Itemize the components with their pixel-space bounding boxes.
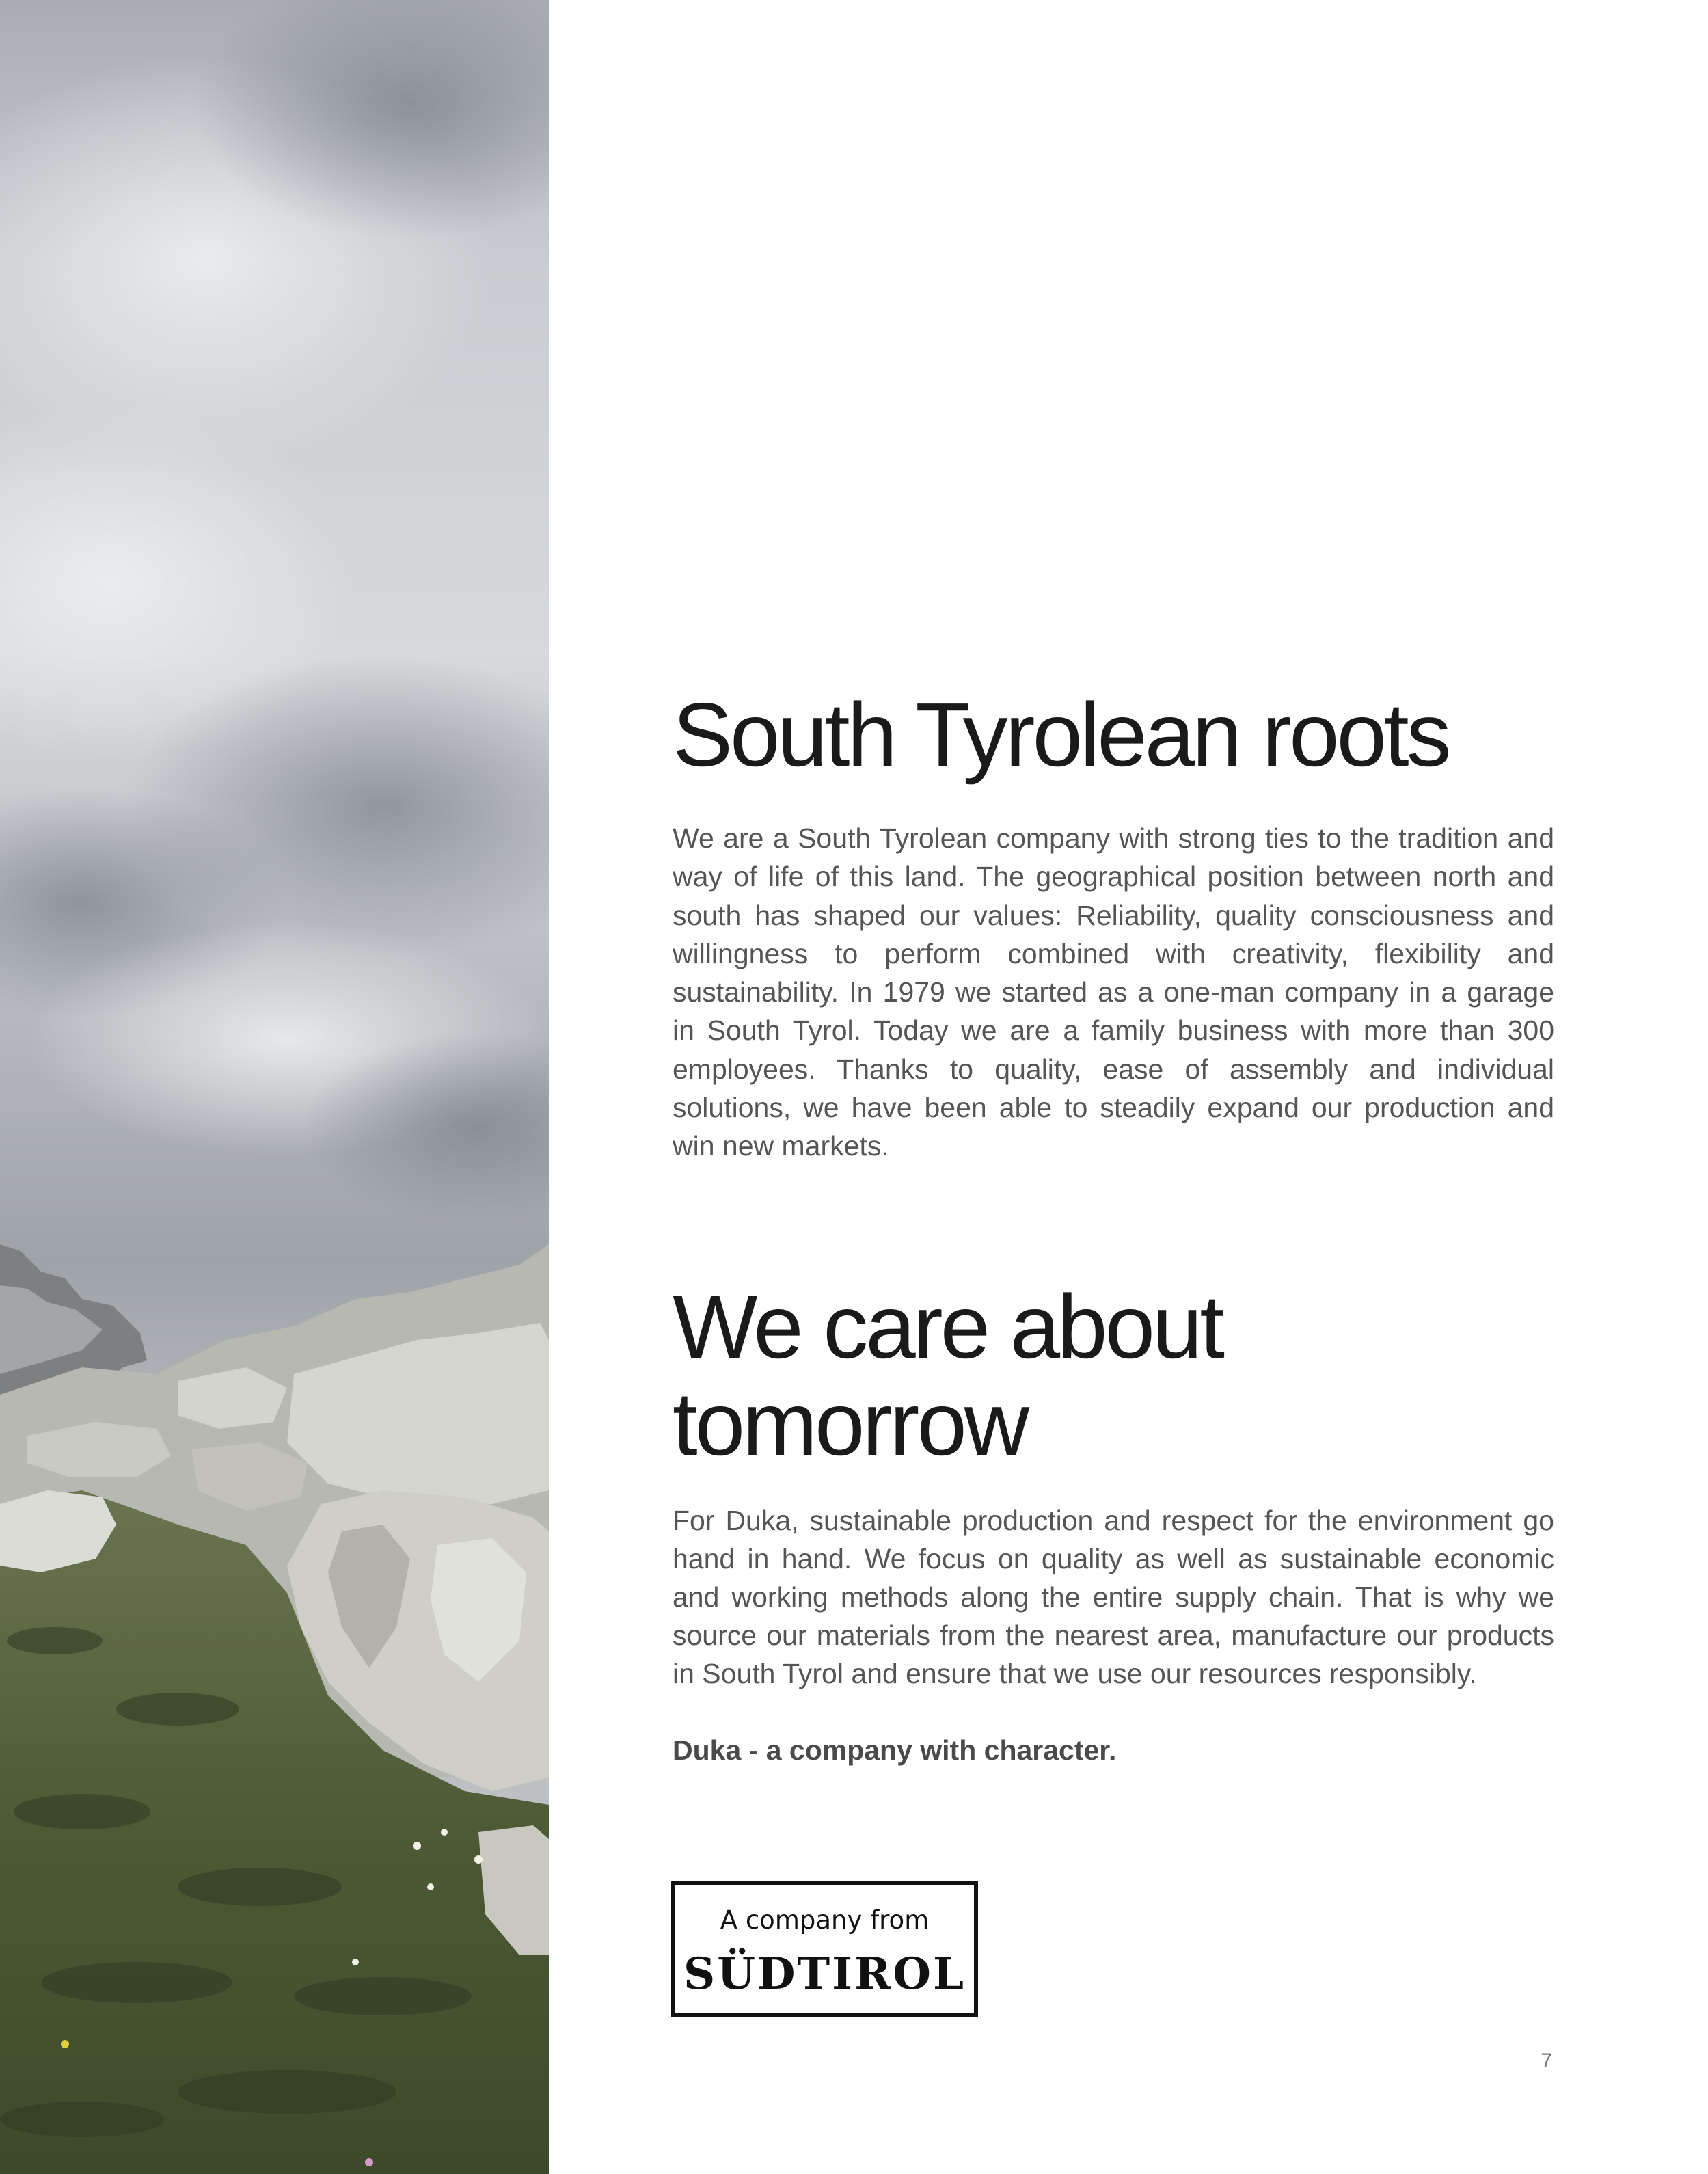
suedtirol-seal <box>671 1881 978 2017</box>
care-body: For Duka, sustainable production and respect for the environment go hand in hand. We focus on quality as well as sustainable economic and working methods along the entire supply chain. That is why we source our materials from the nearest area, manufacture our products in South Tyrol and ensure that we use our resources responsibly. <box>673 1505 1554 1689</box>
roots-heading: South Tyrolean roots <box>673 684 1449 785</box>
page-number: 7 <box>1541 2050 1552 2072</box>
care-heading: We care about tomorrow <box>673 1276 1223 1474</box>
seal-wordmark: SÜDTIROL <box>683 1948 966 2000</box>
seal-caption: A company from <box>720 1905 930 1935</box>
roots-body: We are a South Tyrolean company with strong ties to the tradition and way of life of this land. The geographical position between north and south has shaped our values: Reliability, quality consciousness and willingness to perform combined with creativity, flexibility and sustainability. In 1979 we started as a one-man company in a garage in South Tyrol. Today we are a family business with more than 300 employees. Thanks to quality, ease of assembly and individual solutions, we have been able to steadily expand our production and win new markets. <box>673 822 1554 1162</box>
tagline: Duka - a company with character. <box>673 1734 1117 1766</box>
mountain-landscape-photo <box>0 0 549 2174</box>
